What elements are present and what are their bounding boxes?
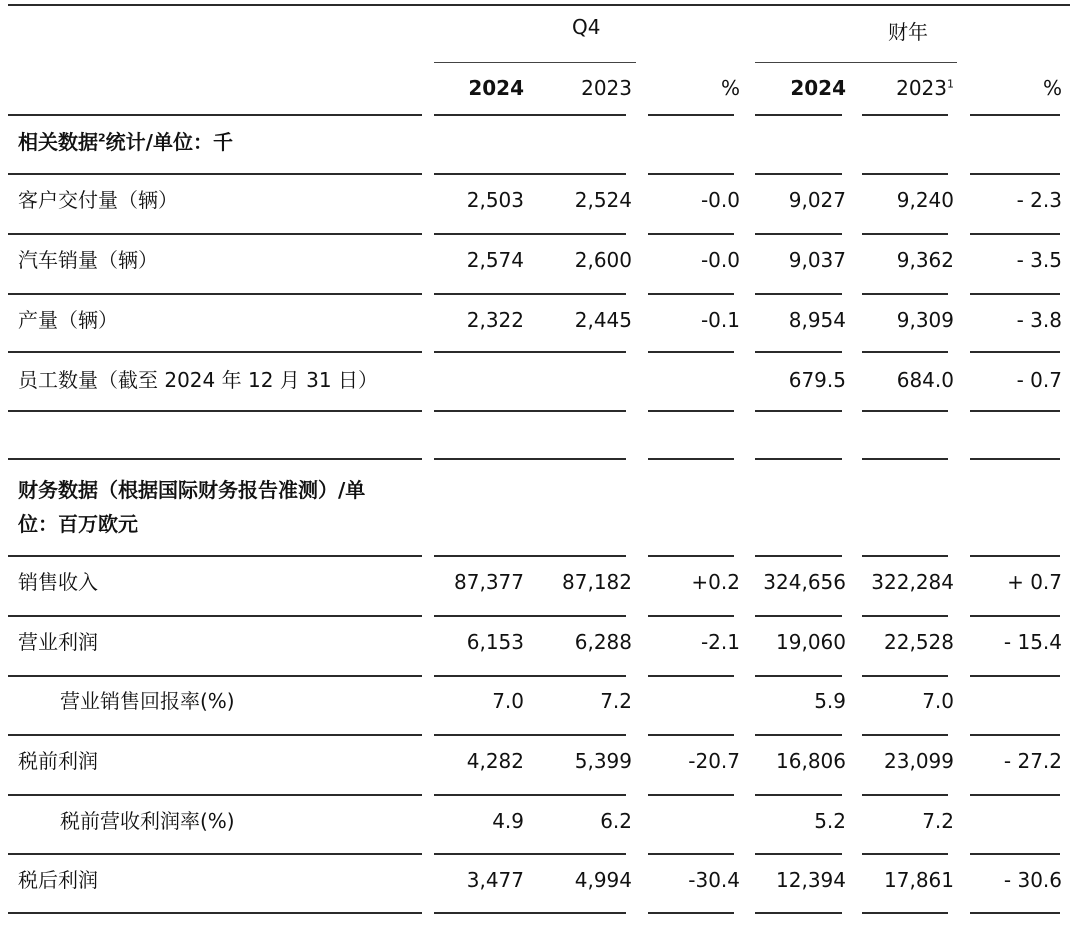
value-cell-qpct: +0.2 [691, 570, 740, 594]
row-rule [541, 615, 626, 617]
row-rule [648, 734, 734, 736]
row-rule [970, 351, 1060, 353]
value-cell-f23: 17,861 [884, 868, 954, 892]
section-rule [648, 458, 734, 460]
header-rule [862, 114, 948, 116]
value-cell-fpct: + 0.7 [1007, 570, 1062, 594]
row-rule [755, 615, 842, 617]
row-rule [755, 794, 842, 796]
row-rule [541, 734, 626, 736]
row-rule [862, 233, 948, 235]
row-rule [755, 293, 842, 295]
row-rule [541, 912, 626, 914]
row-rule [862, 675, 948, 677]
row-rule [541, 233, 626, 235]
row-rule [8, 853, 422, 855]
row-rule [541, 794, 626, 796]
row-rule [8, 293, 422, 295]
value-cell-q24: 4.9 [492, 809, 524, 833]
top-rule [8, 4, 1070, 6]
header-rule [648, 114, 734, 116]
value-cell-q24: 2,574 [466, 248, 524, 272]
row-rule [862, 410, 948, 412]
row-rule [862, 351, 948, 353]
q4-group-rule [434, 62, 636, 63]
footnote-marker: 2 [98, 131, 106, 145]
section-title-finance: 财务数据（根据国际财务报告准测）/单 [18, 478, 366, 502]
row-rule [648, 675, 734, 677]
row-rule [970, 675, 1060, 677]
value-cell-f24: 8,954 [788, 308, 846, 332]
row-rule [8, 912, 422, 914]
value-cell-q23: 2,600 [574, 248, 632, 272]
row-rule [648, 853, 734, 855]
value-cell-qpct: -30.4 [688, 868, 740, 892]
row-rule [541, 555, 626, 557]
col-fy-2023: 2023$^1$ [896, 76, 954, 100]
row-rule [862, 853, 948, 855]
col-q4-2023: 2023 [581, 76, 632, 100]
value-cell-q24: 2,503 [466, 188, 524, 212]
row-rule [648, 173, 734, 175]
value-cell-qpct: -20.7 [688, 749, 740, 773]
section-rule [755, 458, 842, 460]
row-label: 营业利润 [18, 630, 98, 654]
section-rule [970, 458, 1060, 460]
row-rule [862, 912, 948, 914]
row-label: 员工数量（截至 2024 年 12 月 31 日） [18, 368, 378, 392]
row-rule [755, 351, 842, 353]
value-cell-fpct: - 27.2 [1003, 749, 1062, 773]
section-title-stats: 相关数据$^2$统计/单位：千 [18, 130, 233, 154]
value-cell-q23: 7.2 [600, 689, 632, 713]
row-rule [970, 410, 1060, 412]
row-label: 汽车销量（辆） [18, 248, 158, 272]
header-rule [8, 114, 422, 116]
value-cell-qpct: -0.0 [700, 188, 740, 212]
value-cell-q23: 2,445 [574, 308, 632, 332]
fy-group-header: 财年 [888, 20, 928, 44]
row-rule [648, 794, 734, 796]
value-cell-f23: 9,362 [896, 248, 954, 272]
row-rule [648, 912, 734, 914]
row-rule [8, 615, 422, 617]
value-cell-f24: 16,806 [776, 749, 846, 773]
row-rule [970, 853, 1060, 855]
row-rule [755, 675, 842, 677]
value-cell-f23: 322,284 [871, 570, 954, 594]
value-cell-q24: 7.0 [492, 689, 524, 713]
section-rule [541, 458, 626, 460]
header-rule [755, 114, 842, 116]
row-rule [648, 351, 734, 353]
row-rule [648, 410, 734, 412]
value-cell-q23: 4,994 [574, 868, 632, 892]
row-rule [755, 555, 842, 557]
value-cell-f23: 7.2 [922, 809, 954, 833]
col-q4-2024: 2024 [468, 76, 524, 100]
row-rule [970, 615, 1060, 617]
row-rule [755, 853, 842, 855]
value-cell-f24: 12,394 [776, 868, 846, 892]
value-cell-q24: 4,282 [466, 749, 524, 773]
header-rule [970, 114, 1060, 116]
row-rule [8, 734, 422, 736]
row-rule [970, 555, 1060, 557]
row-rule [648, 615, 734, 617]
value-cell-q23: 2,524 [574, 188, 632, 212]
row-rule [8, 410, 422, 412]
row-rule [970, 734, 1060, 736]
value-cell-q23: 87,182 [562, 570, 632, 594]
section-rule [862, 458, 948, 460]
value-cell-qpct: -0.1 [700, 308, 740, 332]
row-rule [648, 233, 734, 235]
value-cell-f23: 23,099 [884, 749, 954, 773]
value-cell-f24: 679.5 [788, 368, 846, 392]
row-rule [8, 675, 422, 677]
row-rule [970, 293, 1060, 295]
row-rule [541, 410, 626, 412]
value-cell-f24: 5.2 [814, 809, 846, 833]
row-rule [541, 853, 626, 855]
value-cell-q23: 6,288 [574, 630, 632, 654]
value-cell-q24: 3,477 [466, 868, 524, 892]
row-rule [970, 912, 1060, 914]
row-rule [862, 794, 948, 796]
row-rule [970, 794, 1060, 796]
row-rule [970, 233, 1060, 235]
row-rule [862, 173, 948, 175]
value-cell-f23: 9,240 [896, 188, 954, 212]
value-cell-q23: 5,399 [574, 749, 632, 773]
row-rule [755, 233, 842, 235]
value-cell-f24: 19,060 [776, 630, 846, 654]
value-cell-q23: 6.2 [600, 809, 632, 833]
value-cell-q24: 6,153 [466, 630, 524, 654]
row-label: 税后利润 [18, 868, 98, 892]
row-rule [541, 351, 626, 353]
value-cell-f24: 9,027 [788, 188, 846, 212]
row-rule [755, 173, 842, 175]
fy-group-rule [755, 62, 957, 63]
value-cell-f24: 9,037 [788, 248, 846, 272]
row-rule [862, 555, 948, 557]
value-cell-qpct: -2.1 [700, 630, 740, 654]
value-cell-f24: 5.9 [814, 689, 846, 713]
col-fy-pct: % [1042, 76, 1062, 100]
value-cell-q24: 2,322 [466, 308, 524, 332]
value-cell-qpct: -0.0 [700, 248, 740, 272]
q4-group-header: Q4 [572, 15, 601, 39]
row-rule [648, 555, 734, 557]
value-cell-q24: 87,377 [454, 570, 524, 594]
value-cell-f24: 324,656 [763, 570, 846, 594]
row-label: 税前营收利润率(%) [60, 809, 235, 833]
row-label: 销售收入 [18, 570, 98, 594]
section-rule [8, 458, 422, 460]
row-rule [755, 734, 842, 736]
row-rule [862, 734, 948, 736]
row-rule [755, 912, 842, 914]
row-label: 营业销售回报率(%) [60, 689, 235, 713]
row-rule [541, 293, 626, 295]
value-cell-fpct: - 30.6 [1003, 868, 1062, 892]
row-rule [8, 233, 422, 235]
row-rule [8, 794, 422, 796]
row-label: 客户交付量（辆） [18, 188, 178, 212]
row-rule [8, 173, 422, 175]
row-rule [541, 173, 626, 175]
value-cell-fpct: - 0.7 [1016, 368, 1062, 392]
row-label: 税前利润 [18, 749, 98, 773]
value-cell-fpct: - 3.5 [1016, 248, 1062, 272]
row-rule [970, 173, 1060, 175]
row-rule [541, 675, 626, 677]
row-label: 产量（辆） [18, 308, 118, 332]
value-cell-f23: 7.0 [922, 689, 954, 713]
row-rule [862, 293, 948, 295]
row-rule [862, 615, 948, 617]
value-cell-f23: 9,309 [896, 308, 954, 332]
value-cell-fpct: - 3.8 [1016, 308, 1062, 332]
value-cell-fpct: - 2.3 [1016, 188, 1062, 212]
row-rule [8, 555, 422, 557]
col-fy-2024: 2024 [790, 76, 846, 100]
section-title-finance-cont: 位：百万欧元 [18, 512, 138, 536]
value-cell-fpct: - 15.4 [1003, 630, 1062, 654]
row-rule [8, 351, 422, 353]
row-rule [648, 293, 734, 295]
row-rule [755, 410, 842, 412]
footnote-marker: 1 [947, 77, 954, 91]
col-q4-pct: % [720, 76, 740, 100]
value-cell-f23: 684.0 [896, 368, 954, 392]
header-rule [541, 114, 626, 116]
value-cell-f23: 22,528 [884, 630, 954, 654]
